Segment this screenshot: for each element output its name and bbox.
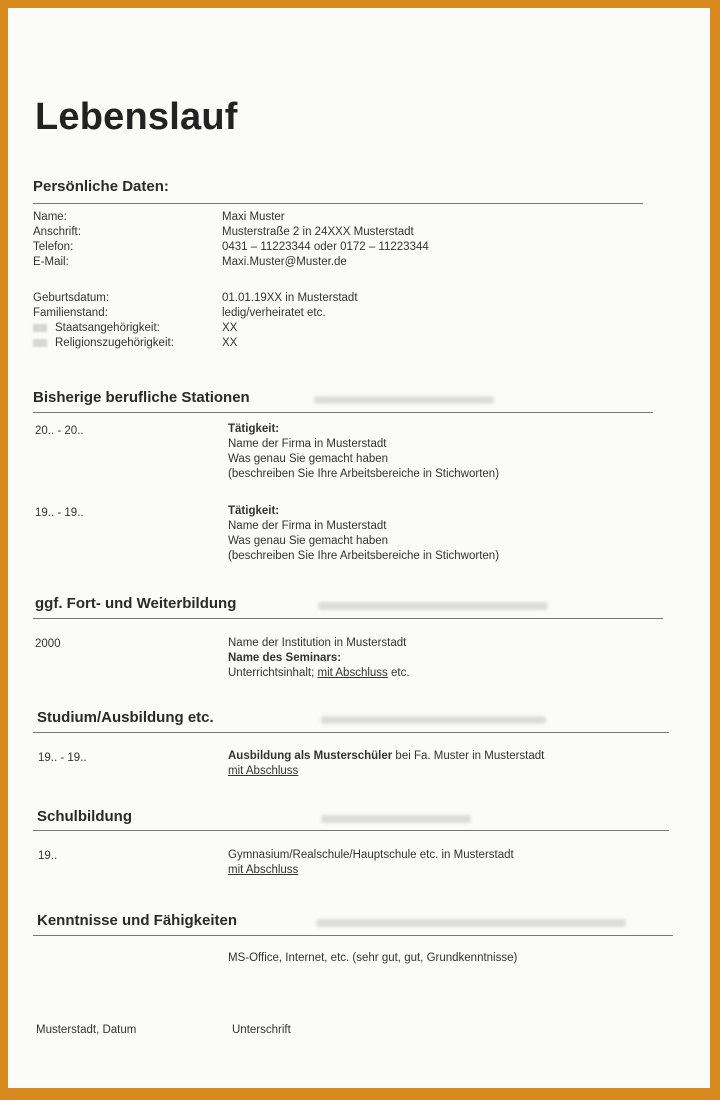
school-details: [228, 848, 678, 878]
career-2-details: [228, 504, 668, 564]
training-seminar: Name des Seminars:: [228, 652, 342, 664]
study-details: [228, 749, 678, 779]
value-address: Musterstraße 2 in 24XXX Musterstadt: [222, 226, 414, 238]
cv-page: [8, 8, 710, 1088]
signature: Unterschrift: [232, 1024, 291, 1036]
label-phone: Telefon:: [33, 241, 74, 253]
training-details: [228, 636, 668, 681]
section-rule: [33, 203, 643, 204]
training-date: 2000: [35, 638, 61, 650]
career-heading: Bisherige berufliche Stationen: [33, 389, 250, 406]
career-1-company: Name der Firma in Musterstadt: [228, 438, 387, 450]
career-1-desc2: (beschreiben Sie Ihre Arbeitsbereiche in Stichworten): [228, 468, 500, 480]
section-rule: [33, 618, 663, 619]
training-institution: Name der Institution in Musterstadt: [228, 637, 407, 649]
study-heading: Studium/Ausbildung etc.: [37, 709, 214, 726]
value-email: Maxi.Muster@Muster.de: [222, 256, 347, 268]
personal-values-2: [222, 291, 642, 351]
label-marital: Familienstand:: [33, 307, 108, 319]
blurred-marker: [33, 339, 47, 347]
career-1-desc1: Was genau Sie gemacht haben: [228, 453, 389, 465]
blurred-text: [316, 919, 626, 927]
label-name: Name:: [33, 211, 67, 223]
label-birthdate: Geburtsdatum:: [33, 292, 110, 304]
value-phone: 0431 – 11223344 oder 0172 – 11223344: [222, 241, 429, 253]
page-title: Lebenslauf: [35, 96, 238, 138]
career-2-role: Tätigkeit:: [228, 505, 280, 517]
skills-heading: Kenntnisse und Fähigkeiten: [37, 912, 238, 929]
place-date: Musterstadt, Datum: [36, 1024, 137, 1036]
value-birthdate: 01.01.19XX in Musterstadt: [222, 292, 358, 304]
label-nationality: Staatsangehörigkeit:: [33, 321, 233, 336]
label-religion: Religionszugehörigkeit:: [33, 336, 233, 351]
value-name: Maxi Muster: [222, 211, 285, 223]
personal-labels-1: [33, 210, 233, 270]
career-2-desc2: (beschreiben Sie Ihre Arbeitsbereiche in Stichworten): [228, 550, 500, 562]
blurred-marker: [33, 324, 47, 332]
value-marital: ledig/verheiratet etc.: [222, 307, 326, 319]
blurred-text: [314, 396, 494, 404]
value-nationality: XX: [222, 322, 238, 334]
career-1-dates: 20.. - 20..: [35, 425, 84, 437]
blurred-text: [321, 815, 471, 823]
training-content: Unterrichtsinhalt; mit Abschluss etc.: [228, 667, 410, 679]
section-rule: [33, 830, 669, 831]
training-heading: ggf. Fort- und Weiterbildung: [35, 595, 237, 612]
school-date: 19..: [38, 850, 58, 862]
study-line: Ausbildung als Musterschüler bei Fa. Muster in Musterstadt: [228, 750, 545, 762]
section-rule: [33, 935, 673, 936]
school-text: Gymnasium/Realschule/Hauptschule etc. in Musterstadt: [228, 849, 514, 861]
career-2-company: Name der Firma in Musterstadt: [228, 520, 387, 532]
label-address: Anschrift:: [33, 226, 81, 238]
blurred-text: [318, 602, 548, 610]
value-religion: XX: [222, 337, 238, 349]
school-heading: Schulbildung: [37, 808, 132, 825]
personal-values-1: [222, 210, 642, 270]
career-2-desc1: Was genau Sie gemacht haben: [228, 535, 389, 547]
blurred-text: [321, 716, 546, 724]
study-dates: 19.. - 19..: [38, 752, 87, 764]
career-1-details: [228, 422, 668, 482]
section-rule: [33, 412, 653, 413]
personal-labels-2: [33, 291, 233, 351]
career-2-dates: 19.. - 19..: [35, 507, 84, 519]
label-email: E-Mail:: [33, 256, 69, 268]
career-1-role: Tätigkeit:: [228, 423, 280, 435]
personal-heading: Persönliche Daten:: [33, 178, 169, 195]
school-link: mit Abschluss: [228, 864, 299, 876]
study-link: mit Abschluss: [228, 765, 299, 777]
skills-text: MS-Office, Internet, etc. (sehr gut, gut, Grundkenntnisse): [228, 952, 518, 964]
section-rule: [33, 732, 669, 733]
